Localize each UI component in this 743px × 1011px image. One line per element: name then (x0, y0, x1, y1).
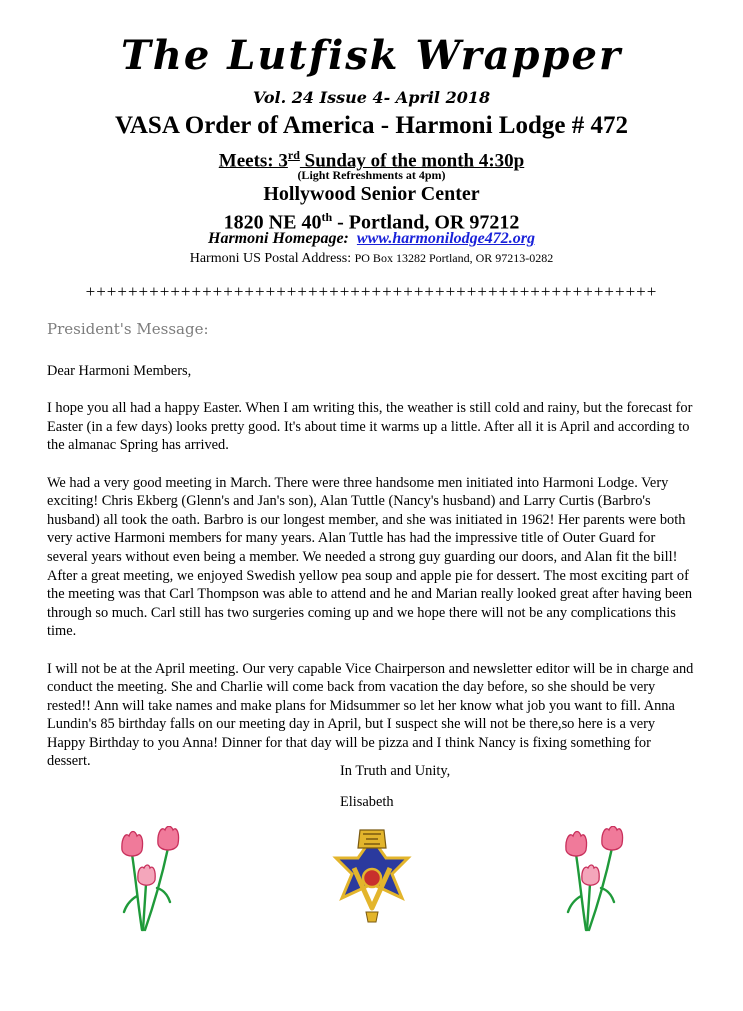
signature: Elisabeth (340, 794, 394, 810)
venue-name: Hollywood Senior Center (263, 183, 480, 205)
refreshments-note: (Light Refreshments at 4pm) (297, 168, 446, 182)
meeting-label-rest: Sunday of the month 4:30p (299, 150, 525, 172)
tulips-left-illustration (112, 826, 188, 934)
homepage-label: Harmoni Homepage: (208, 230, 349, 247)
homepage-line (0, 229, 743, 249)
meeting-ordinal: rd (287, 148, 300, 162)
meeting-label-prefix: Meets: 3 (218, 150, 288, 172)
section-divider: ++++++++++++++++++++++++++++++++++++++++++++++++++++++ (85, 282, 658, 301)
address-prefix: 1820 NE 40 (223, 211, 322, 234)
postal-value: PO Box 13282 Portland, OR 97213-0282 (354, 251, 554, 265)
address-ordinal: th (321, 210, 333, 224)
greeting: Dear Harmoni Members, (47, 363, 192, 379)
address-rest: - Portland, OR 97212 (332, 211, 520, 234)
postal-address (0, 249, 743, 268)
vasa-emblem-icon (330, 828, 414, 926)
masthead-title: The Lutfisk Wrapper (120, 32, 623, 79)
message-body (47, 362, 697, 790)
lodge-name: VASA Order of America - Harmoni Lodge # 472 (115, 112, 628, 139)
homepage-link[interactable]: www.harmonilodge472.org (356, 230, 535, 247)
message-paragraph: We had a very good meeting in March. There were three handsome men initiated into Harmoni Lodge. Very exciting! Chris Ekberg (Glenn's and Jan's son), Alan Tuttle (Nancy's husband) and Larry Curtis (Barbro's husband) all took the oath. Barbro is our longest member, and she was initiated in 1962! Her parents were both very active Harmoni members for many years. Alan Tuttle has had the impressive title of Outer Guard for several years without even being a member. We needed a strong guy guarding our doors, and Alan fit the bill! After a great meeting, we enjoyed Swedish yellow pea soup and apple pie for dessert. The most exciting part of the meeting was that Carl Thompson was able to attend and he and Marian really looked great after having been through so much. Carl still has two surgeries coming up and we hope there will not be any complications this time. (47, 474, 693, 640)
presidents-message-title: President's Message: (47, 320, 209, 338)
message-paragraph: I will not be at the April meeting. Our very capable Vice Chairperson and newsletter editor will be in charge and conduct the meeting. She and Charlie will come back from vacation the day before, so she should be very rested!! Ann will take names and make plans for Midsummer so let her know what job you want to fill. Anna Lundin's 85 birthday falls on our meeting day in April, but I suspect she will not be there,so here is a very Happy Birthday to you Anna! Dinner for that day will be pizza and I think Nancy is fixing something for dessert. (47, 660, 694, 770)
message-paragraph: I hope you all had a happy Easter. When I am writing this, the weather is still cold and rainy, but the forecast for Easter (in a few days) looks pretty good. It's about time it warms up a little. After all it is April and according to the almanac Spring has arrived. (47, 400, 693, 454)
closing-line: In Truth and Unity, (340, 763, 451, 779)
postal-label: Harmoni US Postal Address: (189, 251, 352, 266)
issue-line: Vol. 24 Issue 4- April 2018 (252, 88, 491, 107)
tulips-right-illustration (556, 826, 632, 934)
